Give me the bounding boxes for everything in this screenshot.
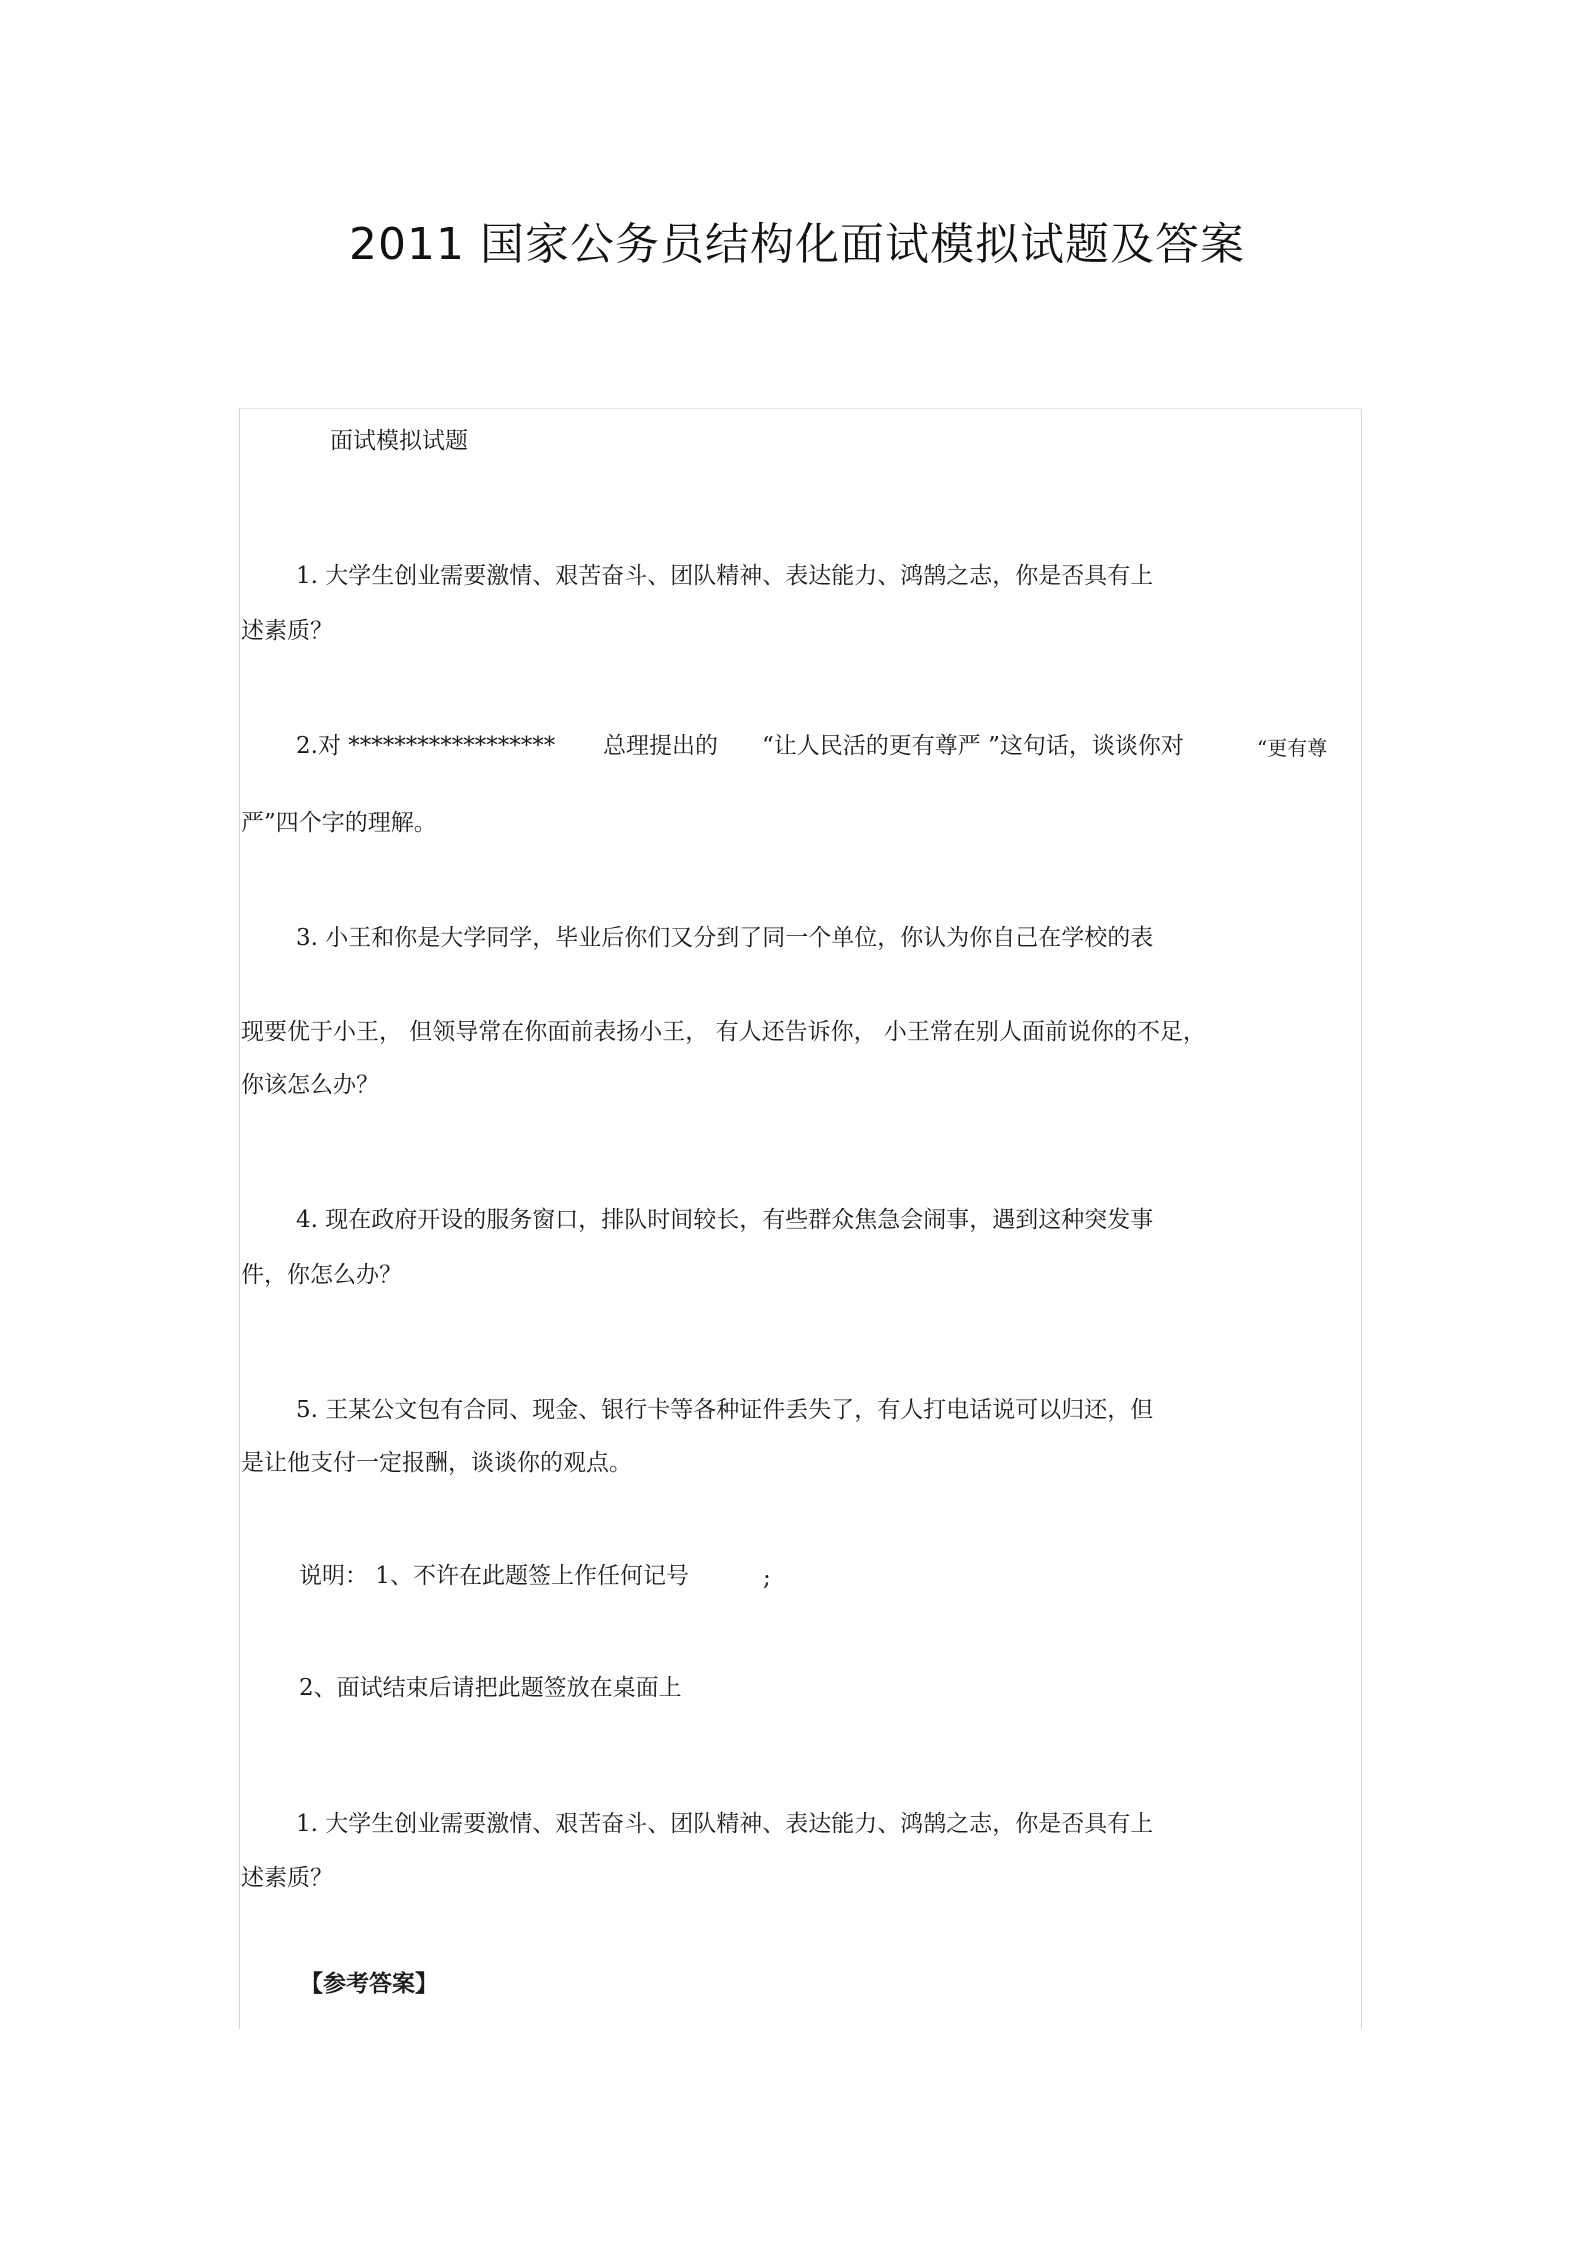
question-4-line-2: 件，你怎么办？ — [241, 1262, 402, 1288]
question-1-line-1: 1. 大学生创业需要激情、艰苦奋斗、团队精神、表达能力、鸿鹄之志，你是否具有上 — [296, 563, 1154, 589]
note-1-mark: ; — [763, 1565, 771, 1591]
note-2: 2、面试结束后请把此题签放在桌面上 — [299, 1675, 682, 1701]
question-2-line-2: 严”四个字的理解。 — [241, 810, 437, 836]
question-2-part-c: “让人民活的更有尊严 ”这句话，谈谈你对 — [762, 733, 1184, 759]
question-3-line-3: 你该怎么办？ — [241, 1072, 379, 1098]
section-heading: 面试模拟试题 — [330, 428, 468, 454]
question-2-part-b: 总理提出的 — [603, 733, 718, 759]
question-5-line-2: 是让他支付一定报酬，谈谈你的观点。 — [241, 1450, 632, 1476]
note-1: 说明： 1、不许在此题签上作任何记号 — [299, 1563, 689, 1589]
answer-question-line-1: 1. 大学生创业需要激情、艰苦奋斗、团队精神、表达能力、鸿鹄之志，你是否具有上 — [296, 1811, 1154, 1837]
question-4-line-1: 4. 现在政府开设的服务窗口，排队时间较长，有些群众焦急会闹事，遇到这种突发事 — [296, 1207, 1154, 1233]
question-3-line-2: 现要优于小王， 但领导常在你面前表扬小王， 有人还告诉你， 小王常在别人面前说你的不足， — [241, 1019, 1206, 1045]
answer-question-line-2: 述素质？ — [241, 1865, 333, 1891]
question-2-part-d: “更有尊 — [1257, 736, 1328, 760]
page-title: 2011 国家公务员结构化面试模拟试题及答案 — [349, 219, 1245, 270]
question-2-part-a: 2.对 ****************** — [296, 733, 556, 759]
question-1-line-2: 述素质？ — [241, 618, 333, 644]
question-3-line-1: 3. 小王和你是大学同学，毕业后你们又分到了同一个单位，你认为你自己在学校的表 — [296, 925, 1154, 951]
question-5-line-1: 5. 王某公文包有合同、现金、银行卡等各种证件丢失了，有人打电话说可以归还，但 — [296, 1397, 1154, 1423]
reference-answer-label: 【参考答案】 — [300, 1970, 438, 1997]
